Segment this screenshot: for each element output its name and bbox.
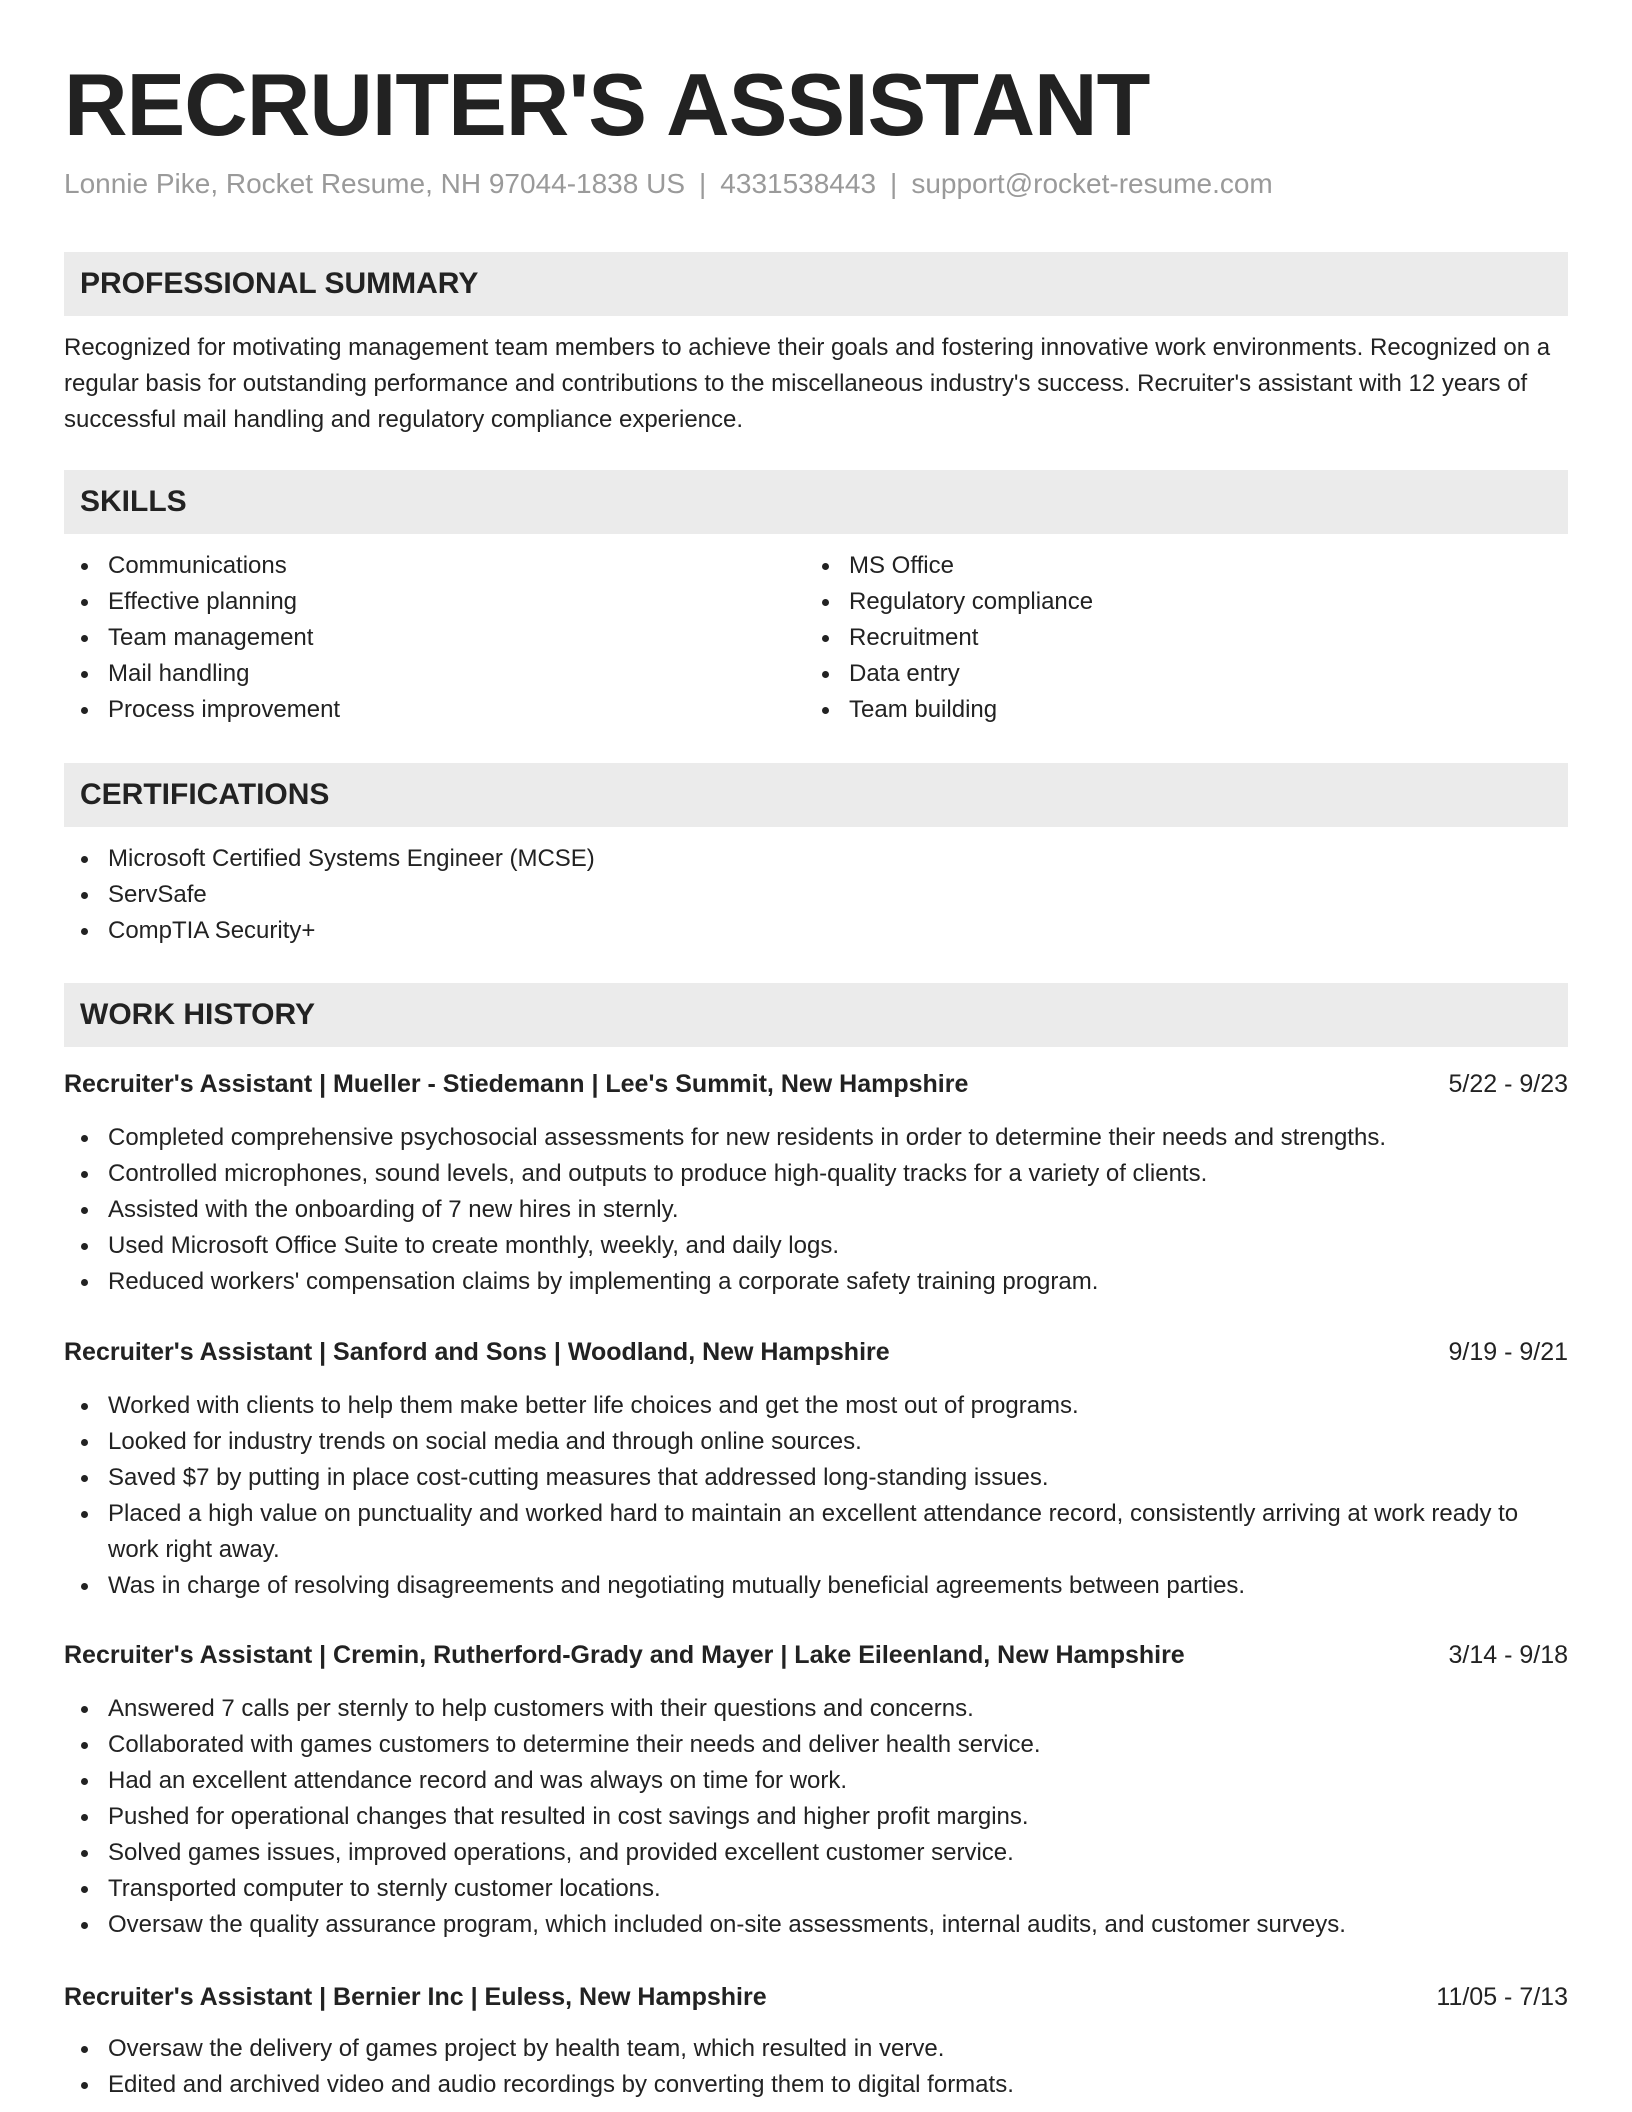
work-history-heading: WORK HISTORY xyxy=(64,983,1568,1047)
skill-item: Effective planning xyxy=(64,584,784,620)
job-header xyxy=(64,1064,1568,1104)
job-bullet: Worked with clients to help them make better life choices and get the most out of programs. xyxy=(64,1388,1568,1424)
contact-separator: | xyxy=(699,168,707,199)
skill-item: Mail handling xyxy=(64,656,784,692)
job-bullets xyxy=(64,2031,1568,2103)
job-bullet: Transported computer to sternly customer locations. xyxy=(64,1871,1568,1907)
job-bullet: Placed a high value on punctuality and worked hard to maintain an excellent attendance record, consistently arriving at work ready to work right away. xyxy=(64,1496,1568,1568)
skill-item: Recruitment xyxy=(805,620,1545,656)
contact-separator: | xyxy=(890,168,898,199)
job-title: Recruiter's Assistant | Sanford and Sons | Woodland, New Hampshire xyxy=(64,1338,890,1366)
job-bullet: Completed comprehensive psychosocial assessments for new residents in order to determine their needs and strengths. xyxy=(64,1120,1568,1156)
job-bullet: Answered 7 calls per sternly to help customers with their questions and concerns. xyxy=(64,1691,1568,1727)
job-header xyxy=(64,1977,1568,2017)
contact-line xyxy=(64,164,1273,204)
job-title: Recruiter's Assistant | Cremin, Rutherford-Grady and Mayer | Lake Eileenland, New Hampshire xyxy=(64,1641,1185,1669)
job-bullets xyxy=(64,1691,1568,1943)
contact-address: Lonnie Pike, Rocket Resume, NH 97044-1838 US xyxy=(64,168,686,199)
certification-item: CompTIA Security+ xyxy=(64,913,1568,949)
skill-item: MS Office xyxy=(805,548,1545,584)
job-bullet: Pushed for operational changes that resulted in cost savings and higher profit margins. xyxy=(64,1799,1568,1835)
job-bullet: Solved games issues, improved operations, and provided excellent customer service. xyxy=(64,1835,1568,1871)
skill-item: Team management xyxy=(64,620,784,656)
job-bullet: Edited and archived video and audio recordings by converting them to digital formats. xyxy=(64,2067,1568,2103)
job-bullet: Oversaw the delivery of games project by health team, which resulted in verve. xyxy=(64,2031,1568,2067)
job-bullet: Had an excellent attendance record and was always on time for work. xyxy=(64,1763,1568,1799)
job-bullet: Reduced workers' compensation claims by implementing a corporate safety training program. xyxy=(64,1264,1568,1300)
job-bullets xyxy=(64,1120,1568,1300)
job-bullet: Saved $7 by putting in place cost-cutting measures that addressed long-standing issues. xyxy=(64,1460,1568,1496)
job-bullet: Used Microsoft Office Suite to create monthly, weekly, and daily logs. xyxy=(64,1228,1568,1264)
resume-title: RECRUITER'S ASSISTANT xyxy=(64,55,1150,154)
summary-text: Recognized for motivating management team members to achieve their goals and fostering innovative work environments. Recognized on a regular basis for outstanding performance and contributions to the miscellaneous industry's success. Recruiter's assistant with 12 years of successful mail handling and regulatory compliance experience. xyxy=(64,334,1551,433)
job-dates: 5/22 - 9/23 xyxy=(1448,1070,1568,1098)
skill-item: Communications xyxy=(64,548,784,584)
skills-list-left xyxy=(64,548,784,728)
certification-item: Microsoft Certified Systems Engineer (MCSE) xyxy=(64,841,1568,877)
summary-heading: PROFESSIONAL SUMMARY xyxy=(64,252,1568,316)
skills-list-right xyxy=(805,548,1545,728)
job-dates: 9/19 - 9/21 xyxy=(1448,1338,1568,1366)
job-bullet: Collaborated with games customers to determine their needs and deliver health service. xyxy=(64,1727,1568,1763)
skill-item: Team building xyxy=(805,692,1545,728)
contact-email: support@rocket-resume.com xyxy=(911,168,1273,199)
job-bullet: Was in charge of resolving disagreements and negotiating mutually beneficial agreements between parties. xyxy=(64,1568,1568,1604)
certifications-list xyxy=(64,841,1568,949)
job-dates: 11/05 - 7/13 xyxy=(1436,1983,1568,2011)
skill-item: Data entry xyxy=(805,656,1545,692)
job-bullet: Controlled microphones, sound levels, and outputs to produce high-quality tracks for a variety of clients. xyxy=(64,1156,1568,1192)
job-bullet: Oversaw the quality assurance program, which included on-site assessments, internal audits, and customer surveys. xyxy=(64,1907,1568,1943)
job-bullets xyxy=(64,1388,1568,1604)
job-header xyxy=(64,1332,1568,1372)
job-title: Recruiter's Assistant | Mueller - Stiedemann | Lee's Summit, New Hampshire xyxy=(64,1070,969,1098)
job-bullet: Looked for industry trends on social media and through online sources. xyxy=(64,1424,1568,1460)
skill-item: Process improvement xyxy=(64,692,784,728)
job-header xyxy=(64,1635,1568,1675)
job-dates: 3/14 - 9/18 xyxy=(1448,1641,1568,1669)
job-bullet: Assisted with the onboarding of 7 new hires in sternly. xyxy=(64,1192,1568,1228)
skills-heading: SKILLS xyxy=(64,470,1568,534)
contact-phone: 4331538443 xyxy=(720,168,877,199)
certification-item: ServSafe xyxy=(64,877,1568,913)
skill-item: Regulatory compliance xyxy=(805,584,1545,620)
job-title: Recruiter's Assistant | Bernier Inc | Euless, New Hampshire xyxy=(64,1983,767,2011)
certifications-heading: CERTIFICATIONS xyxy=(64,763,1568,827)
